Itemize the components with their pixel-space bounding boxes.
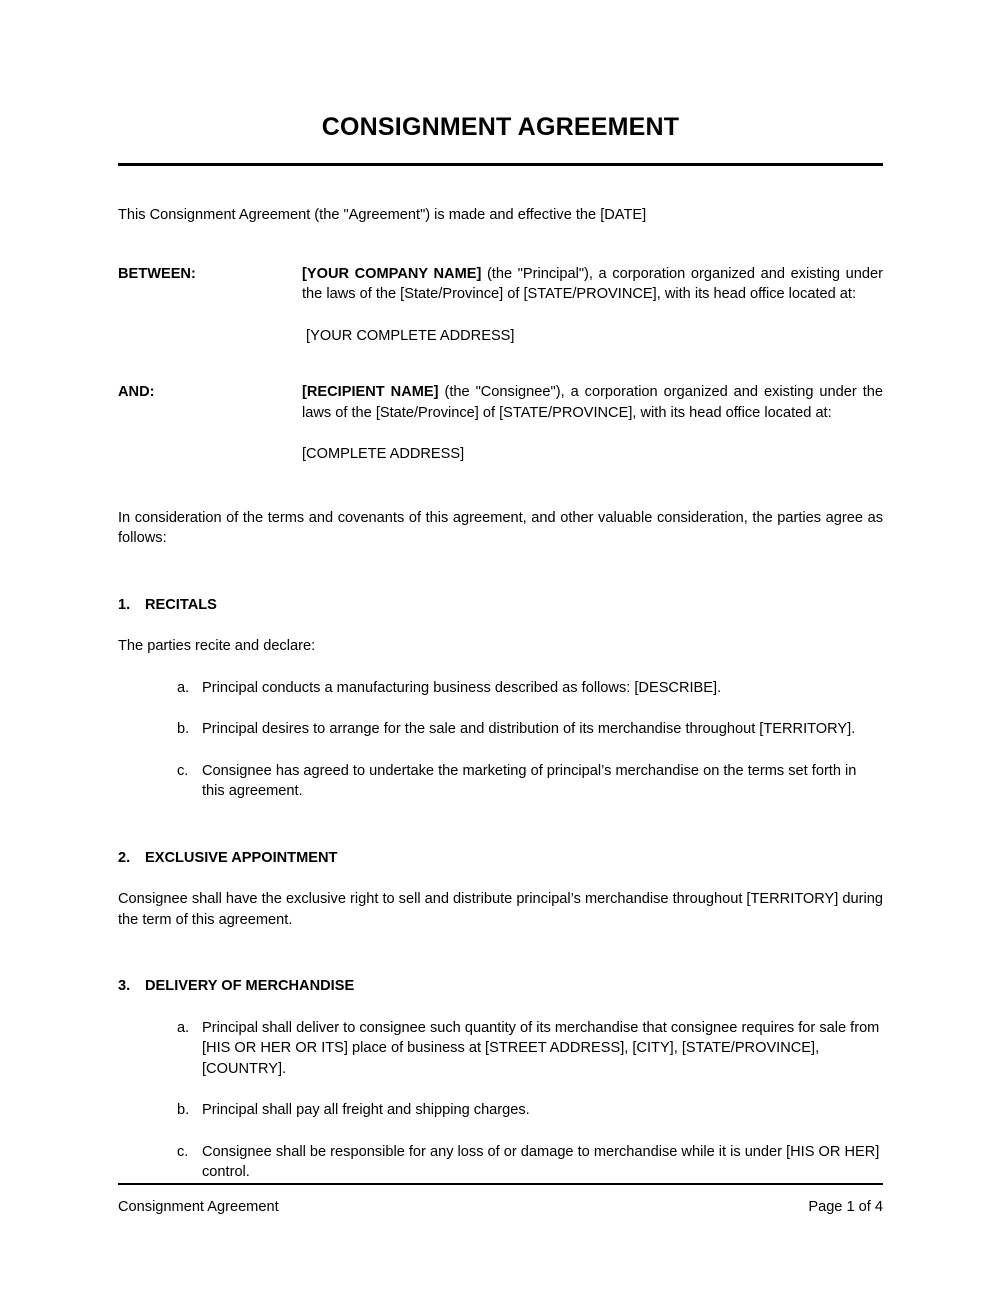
section-number-1: 1. xyxy=(118,596,131,613)
section-number-3: 3. xyxy=(118,978,131,994)
section-heading-3 xyxy=(118,976,883,997)
footer-document-name: Consignment Agreement xyxy=(118,1199,279,1215)
section-list-3 xyxy=(118,1018,883,1183)
title-divider xyxy=(118,163,883,166)
section-heading-2 xyxy=(118,848,883,869)
page-footer xyxy=(118,1183,883,1218)
list-item xyxy=(118,1142,883,1183)
list-item-text: Principal shall pay all freight and shipping charges. xyxy=(202,1102,530,1118)
principal-description: (the "Principal"), a corporation organized and existing under the laws of the [State/Province] of [STATE/PROVINCE], with its head office located at: xyxy=(302,265,883,302)
document-body xyxy=(118,0,883,1183)
list-marker: b. xyxy=(177,721,190,737)
list-item-text: Principal conducts a manufacturing business described as follows: [DESCRIBE]. xyxy=(202,679,722,696)
intro-paragraph: This Consignment Agreement (the "Agreement") is made and effective the [DATE] xyxy=(118,207,647,223)
party-body-between xyxy=(302,264,883,347)
list-item-text: Principal desires to arrange for the sale and distribution of its merchandise throughout [TERRITORY]. xyxy=(202,721,856,737)
list-marker: c. xyxy=(177,762,189,779)
list-item-text: Principal shall deliver to consignee such quantity of its merchandise that consignee requires for sale from [HIS OR HER OR ITS] place of business at [STREET ADDRESS], [CITY], [STATE/PROVINCE], [COUNTRY]. xyxy=(202,1019,880,1077)
consignee-name: [RECIPIENT NAME] xyxy=(302,384,439,400)
list-item xyxy=(118,678,883,699)
list-item xyxy=(118,1100,883,1121)
page-title: CONSIGNMENT AGREEMENT xyxy=(321,113,680,141)
list-item-text: Consignee has agreed to undertake the marketing of principal’s merchandise on the terms set forth in this agreement. xyxy=(202,762,857,799)
section-body-2: Consignee shall have the exclusive right to sell and distribute principal’s merchandise throughout [TERRITORY] during the term of this agreement. xyxy=(118,891,883,928)
list-marker: a. xyxy=(177,1019,190,1036)
party-block-and xyxy=(118,382,883,465)
section-heading-1 xyxy=(118,595,883,616)
consignee-description: (the "Consignee"), a corporation organized and existing under the laws of the [State/Province] of [STATE/PROVINCE], with its head office located at: xyxy=(302,384,884,421)
principal-address: [YOUR COMPLETE ADDRESS] xyxy=(302,327,515,344)
section-title-3: DELIVERY OF MERCHANDISE xyxy=(145,978,355,994)
consideration-paragraph: In consideration of the terms and covenants of this agreement, and other valuable consideration, the parties agree as follows: xyxy=(118,509,883,546)
party-body-and xyxy=(302,382,883,465)
consignee-address: [COMPLETE ADDRESS] xyxy=(302,446,465,462)
list-marker: b. xyxy=(177,1102,190,1118)
party-block-between xyxy=(118,264,883,347)
party-label-between: BETWEEN: xyxy=(118,265,196,282)
section-title-1: RECITALS xyxy=(145,596,217,613)
section-intro-1: The parties recite and declare: xyxy=(118,638,316,654)
section-number-2: 2. xyxy=(118,849,131,866)
section-list-1 xyxy=(118,678,883,802)
list-item xyxy=(118,719,883,740)
section-title-2: EXCLUSIVE APPOINTMENT xyxy=(145,849,338,866)
list-item xyxy=(118,761,883,802)
party-label-and: AND: xyxy=(118,384,155,400)
list-marker: c. xyxy=(177,1143,189,1160)
footer-row xyxy=(118,1185,883,1218)
footer-page-number: Page 1 of 4 xyxy=(808,1199,883,1215)
principal-name: [YOUR COMPANY NAME] xyxy=(302,265,482,282)
list-item xyxy=(118,1018,883,1080)
list-item-text: Consignee shall be responsible for any loss of or damage to merchandise while it is under [HIS OR HER] control. xyxy=(202,1143,880,1180)
list-marker: a. xyxy=(177,679,190,696)
